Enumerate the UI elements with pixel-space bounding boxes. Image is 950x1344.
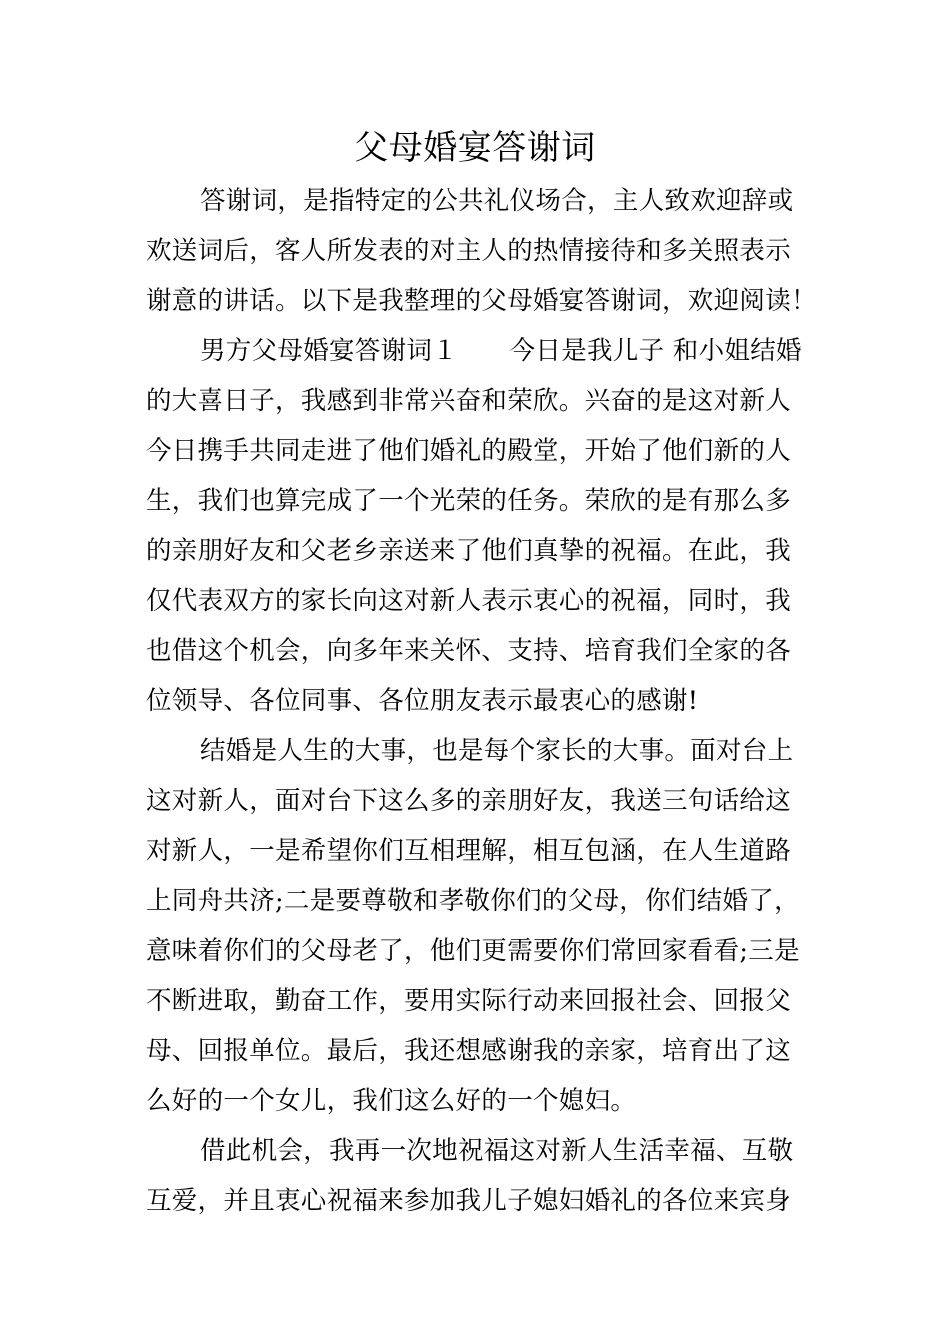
paragraph-line: 答谢词，是指特定的公共礼仪场合，主人致欢迎辞或 xyxy=(200,186,794,216)
paragraph-line: 的亲朋好友和父老乡亲送来了他们真挚的祝福。在此，我 xyxy=(146,536,792,566)
paragraph-line: 母、回报单位。最后，我还想感谢我的亲家，培育出了这 xyxy=(146,1036,792,1066)
document-title: 父母婚宴答谢词 xyxy=(354,128,596,168)
paragraph-line: 的大喜日子，我感到非常兴奋和荣欣。兴奋的是这对新人 xyxy=(146,386,792,416)
paragraph-line: 今日携手共同走进了他们婚礼的殿堂，开始了他们新的人 xyxy=(146,436,792,466)
paragraph-line: 仅代表双方的家长向这对新人表示衷心的祝福，同时，我 xyxy=(146,586,792,616)
paragraph-line: 结婚是人生的大事，也是每个家长的大事。面对台上 xyxy=(200,736,794,766)
paragraph-line: 对新人，一是希望你们互相理解，相互包涵，在人生道路 xyxy=(146,836,792,866)
paragraph-line: 互爱，并且衷心祝福来参加我儿子媳妇婚礼的各位来宾身 xyxy=(146,1186,792,1216)
paragraph-line: 这对新人，面对台下这么多的亲朋好友，我送三句话给这 xyxy=(146,786,792,816)
paragraph-line: 意味着你们的父母老了，他们更需要你们常回家看看;三是 xyxy=(146,936,800,966)
paragraph-line: 上同舟共济;二是要尊敬和孝敬你们的父母，你们结婚了， xyxy=(146,886,800,916)
document-body xyxy=(146,176,817,1226)
paragraph-line: 谢意的讲话。以下是我整理的父母婚宴答谢词，欢迎阅读！ xyxy=(146,286,817,316)
paragraph-line: 男方父母婚宴答谢词１ 今日是我儿子 和小姐结婚 xyxy=(200,336,802,366)
paragraph-line: 借此机会，我再一次地祝福这对新人生活幸福、互敬 xyxy=(200,1136,794,1166)
paragraph-line: 生，我们也算完成了一个光荣的任务。荣欣的是有那么多 xyxy=(146,486,792,516)
paragraph-line: 不断进取，勤奋工作，要用实际行动来回报社会、回报父 xyxy=(146,986,792,1016)
paragraph-line: 位领导、各位同事、各位朋友表示最衷心的感谢! xyxy=(146,686,699,716)
paragraph-line: 欢送词后，客人所发表的对主人的热情接待和多关照表示 xyxy=(146,236,792,266)
paragraph-line: 也借这个机会，向多年来关怀、支持、培育我们全家的各 xyxy=(146,636,792,666)
paragraph-line: 么好的一个女儿，我们这么好的一个媳妇。 xyxy=(146,1086,637,1116)
